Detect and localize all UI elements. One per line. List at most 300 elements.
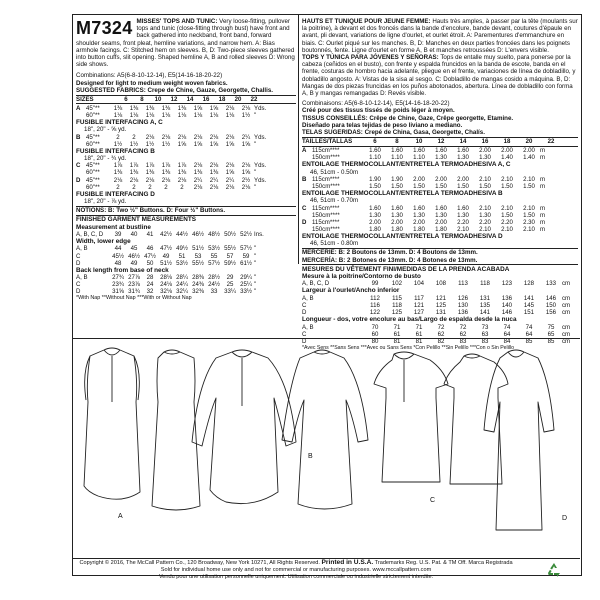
sketch-label-c: C <box>430 497 436 504</box>
interfacing-amount: 18", 20" - ⅞ yd. <box>84 198 127 206</box>
table-cell: m <box>540 225 546 233</box>
table-cell: 2⅛ <box>225 104 235 112</box>
table-cell: 1.50 <box>501 211 513 219</box>
table-cell: 1.10 <box>413 154 425 162</box>
table-cell: 1⅛ <box>161 111 171 119</box>
table-cell: 99 <box>371 280 379 288</box>
table-cell: 2⅛ <box>113 176 123 184</box>
table-cell: 49 <box>162 252 170 260</box>
table-cell: 2.00 <box>501 146 513 154</box>
table-cell: 1½ <box>129 140 139 148</box>
table-cell: 75 <box>547 323 555 331</box>
table-cell <box>302 154 312 161</box>
english-lead: MISSES' TOPS AND TUNIC: <box>136 18 218 25</box>
table-cell: 1⅝ <box>241 169 251 177</box>
table-row <box>76 141 296 148</box>
table-cell: 31¾ <box>128 288 140 296</box>
english-text: Very loose-fitting, pullover tops and tunic (close-fitting through bust) have front and back gathered into neckband, front band, forward shoulder seams, front pleat, hemline variations, and narrow hem. A: Bias armhole facings. C: Stitched hem on sleeves. B, D: Two-piece sleeves gathered into button cuffs, slit opening. Shaped hemline A, B and rolled sleeves D: Wrong side shows. <box>76 18 295 69</box>
column-divider <box>298 14 299 264</box>
table-cell: 2.00 <box>523 146 535 154</box>
table-cell: 2⅛ <box>145 176 155 184</box>
table-cell: 27¾ <box>112 274 124 282</box>
size-header-fr <box>302 138 578 145</box>
table-cell: 63 <box>481 330 489 338</box>
table-cell: 72 <box>437 323 445 331</box>
table-cell: 2 <box>116 183 120 191</box>
recycle-icon <box>546 562 562 578</box>
table-cell: 2⅛ <box>209 162 219 170</box>
table-cell: 127 <box>413 309 425 317</box>
table-cell: 28 <box>146 274 154 282</box>
table-cell: 8 <box>395 138 399 146</box>
table-cell: 1.30 <box>435 154 447 162</box>
table-cell: 141 <box>479 309 491 317</box>
table-cell: 57½ <box>240 245 252 253</box>
table-cell: 60"** <box>86 140 100 148</box>
table-row <box>76 112 296 119</box>
french-text: Hauts très amples, à passer par la tête (moulants sur la poitrine), à devant et dos froncés dans la bande d'encolure, bande devant, coutures d'épaule en avant, pli devant, variations de ligne d'ourlet, et ourlet étroit. A: Parementures d'emmanchure en biais. C: Ourlet piqué sur les manches. B, D: Manches en deux parties froncées dans les poignets boutonnés, fente. Ligne d'ourlet en forme A, B et manches retroussées D: L'envers visible. <box>302 18 578 54</box>
table-cell: 1⅛ <box>129 111 139 119</box>
table-cell: 60"** <box>86 111 100 119</box>
table-cell: 59½ <box>224 259 236 267</box>
interfacing-title: FUSIBLE INTERFACING B <box>76 147 155 155</box>
table-row <box>76 253 296 260</box>
table-cell: 1.50 <box>523 182 535 190</box>
interfacing-amount: 18", 20" - ⅝ yd. <box>84 126 127 134</box>
table-cell: 1.50 <box>523 211 535 219</box>
table-cell: D <box>302 218 307 226</box>
table-cell: Yds. <box>254 162 267 170</box>
table-cell: 12 <box>437 138 445 146</box>
table-cell: 62 <box>437 330 445 338</box>
table-cell: " <box>254 140 257 148</box>
table-cell: 135 <box>479 301 491 309</box>
table-cell: C <box>302 204 307 212</box>
interfacing-section <box>302 161 578 176</box>
table-cell: 2¼ <box>209 176 219 184</box>
table-cell <box>76 184 86 191</box>
bust-row <box>76 231 296 238</box>
table-cell: 1⅜ <box>161 104 171 112</box>
nap-note-fr: *Avec Sens **Sans Sens ***Avec ou Sans Sens *Con Pelillo **Sin Pelillo ***Con o Sin Pelillo <box>302 344 515 351</box>
table-cell: 32¼ <box>176 288 188 296</box>
interfacing-amount: 18", 20" - ¾ yd. <box>84 155 127 163</box>
table-cell: 22 <box>250 95 258 103</box>
table-cell: Yds. <box>254 104 267 112</box>
sketch-d-front <box>484 350 554 530</box>
table-cell: 85 <box>547 337 555 345</box>
table-cell: 1⅛ <box>113 111 123 119</box>
table-cell: 1.80 <box>413 225 425 233</box>
table-cell: 39 <box>114 230 122 238</box>
table-cell: 128 <box>523 280 535 288</box>
pattern-code: M7324 <box>76 18 133 38</box>
sketch-a-back <box>152 350 200 510</box>
table-cell: 74 <box>525 323 533 331</box>
table-cell: 48 <box>114 259 122 267</box>
table-cell: cm <box>562 323 571 331</box>
footer-line-3: Vendu pour une utilisation personnelle uniquement. Utilisation commerciale ou industrielle strictement interdite. <box>158 573 434 580</box>
table-cell: 33½ <box>240 288 252 296</box>
table-cell <box>302 212 312 219</box>
table-cell: 1.40 <box>523 154 535 162</box>
table-cell: 8 <box>140 95 144 103</box>
table-cell: 1⅜ <box>145 169 155 177</box>
table-cell <box>76 112 86 119</box>
table-cell: 123 <box>501 280 513 288</box>
table-cell: 1⅞ <box>129 162 139 170</box>
french-lead: HAUTS ET TUNIQUE POUR JEUNE FEMME: <box>302 18 431 25</box>
table-cell: 2⅛ <box>193 133 203 141</box>
table-cell: 2⅛ <box>177 176 187 184</box>
suggested-fabrics: SUGGESTED FABRICS: Crepe de Chine, Gauze, Georgette, Challis. <box>76 86 274 94</box>
table-cell: 33¼ <box>224 288 236 296</box>
table-cell: 156 <box>545 309 557 317</box>
table-cell: 1⅜ <box>209 169 219 177</box>
table-cell: 2⅛ <box>193 162 203 170</box>
table-cell: 2⅛ <box>225 183 235 191</box>
table-cell: 2.00 <box>479 146 491 154</box>
table-cell <box>302 226 312 233</box>
table-row <box>302 212 578 219</box>
table-cell: 2⅛ <box>241 183 251 191</box>
table-cell: 2 <box>116 133 120 141</box>
table-cell: 45 <box>130 245 138 253</box>
table-cell: 51 <box>178 252 186 260</box>
interfacing-section <box>302 190 578 205</box>
table-cell: 45"** <box>86 133 100 141</box>
table-cell: 146 <box>501 309 513 317</box>
table-cell: 122 <box>369 309 381 317</box>
table-cell: 151 <box>523 309 535 317</box>
meterage-table <box>302 147 578 248</box>
interfacing-amount: 46, 51cm - 0.50m <box>310 168 359 176</box>
table-cell: 2.20 <box>479 218 491 226</box>
interfacing-section <box>76 191 296 206</box>
table-cell: C <box>76 162 81 170</box>
spanish-lead: TOPS Y TÚNICA PARA JÓVENES Y SEÑORAS: <box>302 54 439 62</box>
table-cell: 2.10 <box>479 225 491 233</box>
table-cell: 2⅛ <box>209 183 219 191</box>
table-cell: cm <box>562 280 571 288</box>
table-cell: 2.30 <box>523 218 535 226</box>
table-cell: 1.60 <box>413 204 425 212</box>
table-cell: 125 <box>435 301 447 309</box>
table-cell: " <box>254 183 257 191</box>
table-cell: B <box>302 175 307 183</box>
table-cell: 1.50 <box>413 182 425 190</box>
table-cell: 1.50 <box>369 182 381 190</box>
table-cell: 61 <box>393 330 401 338</box>
table-cell: 117 <box>414 294 424 302</box>
table-cell: 53½ <box>208 245 220 253</box>
table-cell: m <box>540 218 546 226</box>
nap-note: *With Nap **Without Nap ***With or Without Nap <box>76 295 192 302</box>
table-cell: 1⅜ <box>113 104 123 112</box>
table-row <box>302 176 578 183</box>
interfacing-title: ENTOILAGE THERMOCOLLANT/ENTRETELA TERMOADHESIVA D <box>302 232 503 240</box>
table-cell: 2.10 <box>523 204 535 212</box>
table-cell: 1.60 <box>391 204 403 212</box>
table-cell: 6 <box>373 138 377 146</box>
table-cell: 24⅛ <box>160 281 172 289</box>
table-cell: 72 <box>459 323 467 331</box>
table-cell: 82 <box>437 337 445 345</box>
table-row <box>76 162 296 169</box>
table-cell: 150cm**** <box>312 225 340 233</box>
table-cell: 2.00 <box>435 218 447 226</box>
table-cell: 131 <box>435 309 447 317</box>
table-cell: 118 <box>392 301 402 309</box>
sketch-c-front <box>374 352 448 482</box>
table-cell: 140 <box>501 301 513 309</box>
table-cell: 20 <box>525 138 533 146</box>
table-cell: A, B <box>302 294 314 302</box>
sketch-a-front <box>84 348 140 499</box>
table-cell: 1⅛ <box>209 111 219 119</box>
table-cell: 1½ <box>241 111 251 119</box>
table-cell: 1⅞ <box>177 162 187 170</box>
table-cell: D <box>302 309 307 317</box>
table-cell: 24⅜ <box>192 281 204 289</box>
table-cell: 1.50 <box>435 182 447 190</box>
table-cell: 59 <box>242 252 250 260</box>
table-cell: 2⅛ <box>129 176 139 184</box>
table-cell: 73 <box>481 323 489 331</box>
copyright: Copyright © 2016, The McCall Pattern Co., 120 Broadway, New York 10271, All Rights Reserved. <box>79 560 320 566</box>
table-row <box>302 324 578 331</box>
table-cell: 53½ <box>176 259 188 267</box>
table-cell: 40 <box>130 230 138 238</box>
table-cell: 121 <box>435 294 447 302</box>
table-cell: C <box>76 252 81 260</box>
trademark: Trademarks Reg. U.S. Pat. & TM Off. Marca Registrada <box>374 560 513 566</box>
table-cell: 1⅜ <box>129 104 139 112</box>
table-cell: 84 <box>503 337 511 345</box>
table-cell: 42½ <box>160 230 172 238</box>
table-cell: 2 <box>148 183 152 191</box>
table-cell: 20 <box>234 95 242 103</box>
table-cell: 1.90 <box>391 175 403 183</box>
table-cell: 1.30 <box>369 211 381 219</box>
table-cell: 150cm**** <box>312 211 340 219</box>
table-cell: 1½ <box>113 140 123 148</box>
table-row <box>302 205 578 212</box>
table-row <box>76 105 296 112</box>
table-cell <box>76 169 86 176</box>
table-cell: TAILLES/TALLAS <box>302 138 353 146</box>
table-cell: 25 <box>226 281 234 289</box>
table-cell: 2.00 <box>435 175 447 183</box>
table-cell: A, B <box>76 245 88 253</box>
table-cell: 18 <box>218 95 226 103</box>
table-cell: 1.30 <box>479 154 491 162</box>
french-description <box>302 18 578 54</box>
interfacing-section <box>76 119 296 134</box>
table-cell: 2.10 <box>501 204 513 212</box>
table-cell: 81 <box>415 337 423 345</box>
table-cell: 74 <box>503 323 511 331</box>
table-cell: 31⅝ <box>112 288 124 296</box>
table-cell: 65 <box>547 330 555 338</box>
table-cell: 46 <box>146 245 154 253</box>
table-row <box>76 274 296 281</box>
table-cell: 51½ <box>192 245 204 253</box>
table-cell: 104 <box>413 280 425 288</box>
table-cell: 57 <box>226 252 234 260</box>
table-cell: 2.00 <box>369 218 381 226</box>
table-cell: A, B, C, D <box>302 280 330 288</box>
table-cell: cm <box>562 330 571 338</box>
table-cell: m <box>540 175 546 183</box>
table-cell: 16 <box>202 95 210 103</box>
table-row <box>302 280 578 287</box>
table-cell: 71 <box>393 323 401 331</box>
table-cell: 32⅜ <box>192 288 204 296</box>
width-title: Width, lower edge <box>76 238 131 245</box>
table-cell <box>302 183 312 190</box>
length-title-fr: Longueur - dos, votre encolure au bas/Largo de espalda desde la nuca <box>302 316 517 324</box>
table-cell: 2 <box>132 133 136 141</box>
table-cell: 113 <box>458 280 468 288</box>
table-cell: 2⅛ <box>225 162 235 170</box>
fr-designed: Créé pour des tissus tissés de poids léger à moyen. <box>302 107 455 115</box>
table-cell: D <box>302 337 307 345</box>
table-cell: 131 <box>479 294 491 302</box>
table-cell: 23⅞ <box>128 281 140 289</box>
table-cell: 23¾ <box>112 281 124 289</box>
table-cell: 2 <box>164 183 168 191</box>
table-cell: m <box>540 154 546 162</box>
table-cell: 10 <box>415 138 423 146</box>
table-row <box>76 260 296 267</box>
table-row <box>302 183 578 190</box>
table-cell: A, B <box>302 323 314 331</box>
table-cell: 125 <box>391 309 403 317</box>
table-cell: 1.80 <box>391 225 403 233</box>
table-cell: 1⅝ <box>241 140 251 148</box>
table-cell: 2⅛ <box>209 133 219 141</box>
fr-fabrics: TISSUS CONSEILLÉS: Crêpe de Chine, Gaze, Crêpe georgette, Etamine. <box>302 114 514 122</box>
table-cell: D <box>76 259 81 267</box>
table-cell: 1.30 <box>479 211 491 219</box>
table-cell: cm <box>562 294 571 302</box>
finished-title-fr: MESURES DU VÊTEMENT FINI/MEDIDAS DE LA PRENDA ACABADA <box>302 265 510 273</box>
table-cell: 2.00 <box>413 175 425 183</box>
table-cell: cm <box>562 337 571 345</box>
sketch-label-d: D <box>562 515 568 522</box>
table-cell: 49 <box>130 259 138 267</box>
table-cell: 1⅜ <box>161 169 171 177</box>
table-cell: 2.10 <box>501 175 513 183</box>
table-cell: 1⅝ <box>225 140 235 148</box>
table-cell: 1.30 <box>391 211 403 219</box>
table-cell: 49½ <box>176 245 188 253</box>
combinations: Combinations: A5(6-8-10-12-14), E5(14-16-18-20-22) <box>76 72 223 80</box>
footer <box>76 560 516 580</box>
width-rows <box>76 245 296 266</box>
table-row <box>76 231 296 238</box>
table-row <box>76 96 296 103</box>
interfacing-title: FUSIBLE INTERFACING A, C <box>76 118 163 126</box>
table-cell: 1½ <box>161 140 171 148</box>
table-cell: cm <box>562 301 571 309</box>
table-cell: 2.00 <box>413 218 425 226</box>
table-cell: 1.60 <box>435 146 447 154</box>
table-cell: 2.20 <box>501 218 513 226</box>
table-cell: 1.30 <box>435 211 447 219</box>
table-cell: 2.00 <box>457 175 469 183</box>
table-cell: 28½ <box>208 274 220 282</box>
table-cell: 47½ <box>144 252 156 260</box>
table-cell: 12 <box>170 95 178 103</box>
combinaisons: Combinaisons: A5(6-8-10-12-14), E5(14-16-18-20-22) <box>302 100 450 108</box>
notions: NOTIONS: B: Two ½" Buttons. D: Four ½" Buttons. <box>76 207 226 215</box>
table-cell: 32 <box>146 288 154 296</box>
bust-row-fr <box>302 280 578 287</box>
table-cell: 1.30 <box>457 154 469 162</box>
table-cell: 2⅛ <box>177 133 187 141</box>
footer-line-1 <box>76 560 516 567</box>
table-cell: 1.80 <box>435 225 447 233</box>
table-cell: 1⅝ <box>193 140 203 148</box>
table-cell: 150cm**** <box>312 154 340 162</box>
mercerie: MERCERIE: B: 2 Boutons de 13mm. D: 4 Boutons de 13mm. <box>302 249 478 257</box>
table-cell: 1⅜ <box>177 169 187 177</box>
table-cell: 2.10 <box>479 175 491 183</box>
table-cell: 61 <box>415 330 423 338</box>
table-cell: 2¼ <box>241 133 251 141</box>
table-cell: 57½ <box>208 259 220 267</box>
es-designed: Diseñado para telas tejidas de peso liviano a mediano. <box>302 121 463 129</box>
interfacing-section <box>302 233 578 248</box>
table-cell: 55½ <box>192 259 204 267</box>
table-cell: 2.10 <box>457 225 469 233</box>
table-cell: 1⅝ <box>209 140 219 148</box>
table-cell: 2¼ <box>225 176 235 184</box>
table-row <box>302 295 578 302</box>
table-cell: 1.10 <box>391 154 403 162</box>
table-cell: 52½ <box>240 230 252 238</box>
table-cell: 1.60 <box>435 204 447 212</box>
table-cell: 115cm**** <box>312 204 340 212</box>
table-cell: " <box>254 274 257 282</box>
table-cell: 24 <box>146 281 154 289</box>
table-cell: A <box>302 146 307 154</box>
table-cell: 2.10 <box>523 175 535 183</box>
table-cell: 2⅛ <box>161 133 171 141</box>
table-row <box>302 309 578 316</box>
table-cell: 44½ <box>176 230 188 238</box>
table-cell: 18 <box>503 138 511 146</box>
table-row <box>76 288 296 295</box>
table-cell: 1.60 <box>369 146 381 154</box>
yardage-table <box>76 105 296 206</box>
table-cell: 48½ <box>208 230 220 238</box>
table-cell: 1⅝ <box>193 104 203 112</box>
table-cell: 2⅛ <box>241 162 251 170</box>
table-row <box>302 147 578 154</box>
table-cell: 141 <box>523 294 535 302</box>
table-cell: 1⅛ <box>177 111 187 119</box>
bust-title: Measurement at bustline <box>76 223 151 231</box>
table-cell: 25¼ <box>240 281 252 289</box>
table-cell: 1⅞ <box>113 162 123 170</box>
table-cell: 1⅜ <box>177 104 187 112</box>
table-cell: 29¼ <box>240 274 252 282</box>
table-cell: 64 <box>525 330 533 338</box>
table-cell: 70 <box>371 323 379 331</box>
